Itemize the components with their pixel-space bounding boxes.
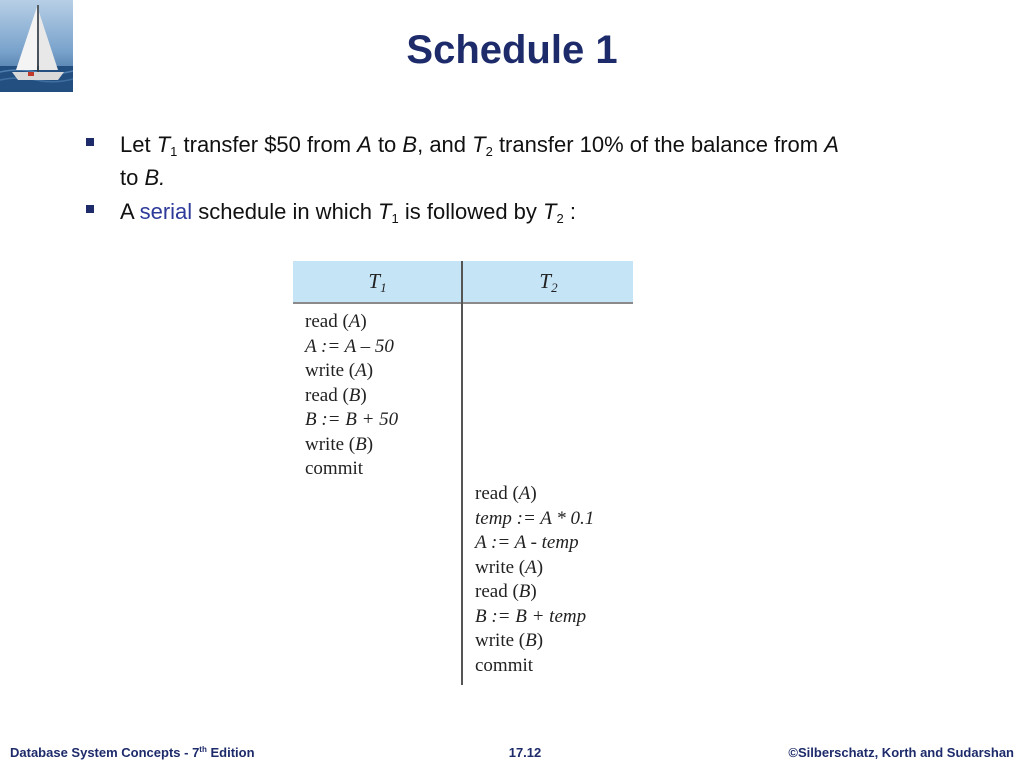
schedule-table (293, 261, 633, 685)
t1-op: write (A) (305, 360, 374, 381)
header-rule (293, 302, 633, 304)
footer-slide-number: 17.12 (508, 745, 542, 760)
footer-copyright: ©Silberschatz, Korth and Sudarshan (788, 745, 1014, 760)
header-t2: $T_2$ (539, 269, 558, 295)
bullet-item (84, 195, 944, 228)
footer-book-title: Database System Concepts - 7th Edition (10, 745, 255, 760)
t2-op: B := B + temp (475, 605, 587, 627)
square-bullet-icon (86, 138, 94, 146)
column-divider (461, 261, 463, 685)
t1-op: commit (305, 458, 364, 479)
t1-op: write (B) (305, 433, 374, 455)
bullet-text: A serial schedule in which $T_1$ is followed by $T_2$ : (120, 199, 576, 226)
t2-op: temp := A * 0.1 (475, 507, 595, 529)
t2-op: write (B) (475, 630, 544, 651)
t2-op: write (A) (475, 556, 544, 578)
t1-operations (305, 310, 398, 482)
t1-op: read (A) (305, 311, 367, 332)
t2-op: read (A) (475, 483, 537, 504)
square-bullet-icon (86, 205, 94, 213)
slide-title: Schedule 1 (406, 28, 618, 72)
bullet-text: Let $T_1$ transfer $50 from A to B, and $T_2$ transfer 10% of the balance from A to B. (120, 132, 839, 190)
bullet-item (84, 128, 944, 194)
header-t1: $T_1$ (368, 269, 387, 295)
t2-op: A := A - temp (475, 532, 579, 553)
t1-op: A := A – 50 (305, 335, 394, 357)
t2-op: read (B) (475, 581, 537, 602)
t2-op: commit (475, 654, 534, 676)
t2-operations (475, 482, 594, 678)
serial-highlight: serial (139, 199, 193, 224)
t1-op: read (B) (305, 384, 367, 406)
t1-op: B := B + 50 (305, 409, 399, 430)
bullet-list (84, 128, 944, 229)
